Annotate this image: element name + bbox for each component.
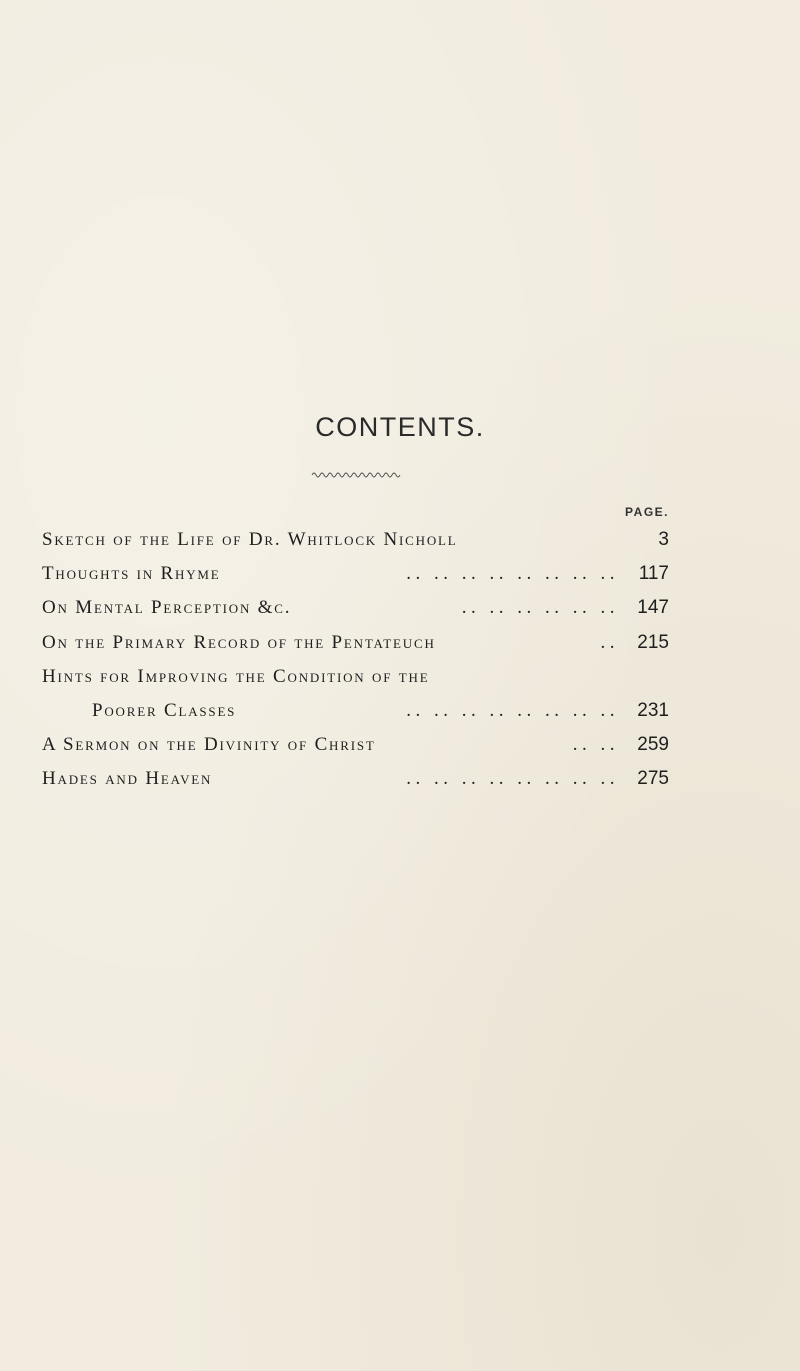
- dot-leader: .. .. .. .. .. .. .. ..: [406, 700, 619, 721]
- toc-entry[interactable]: [42, 666, 669, 696]
- entry-page-number: 117: [638, 563, 669, 584]
- entry-page-number: 3: [658, 529, 669, 550]
- contents-heading: CONTENTS.: [315, 412, 485, 442]
- dot-leader: ..: [600, 632, 619, 653]
- dot-leader: .. .. .. .. .. ..: [461, 597, 619, 618]
- entry-title: Thoughts in Rhyme: [42, 563, 221, 584]
- entry-title: Hints for Improving the Condition of the: [42, 666, 430, 687]
- entry-title: A Sermon on the Divinity of Christ: [42, 734, 376, 755]
- wavy-rule-icon: [311, 468, 401, 480]
- toc-entry[interactable]: [42, 529, 669, 559]
- entry-page-number: 259: [637, 734, 669, 755]
- entry-title: Poorer Classes: [92, 700, 237, 721]
- dot-leader: .. .. .. .. .. .. .. ..: [406, 768, 619, 789]
- toc-entry[interactable]: [42, 734, 669, 764]
- entry-title: Hades and Heaven: [42, 768, 213, 789]
- entry-title: Sketch of the Life of Dr. Whitlock Nicholl: [42, 529, 458, 550]
- page-column-label: PAGE.: [625, 505, 669, 519]
- entry-page-number: 147: [637, 597, 669, 618]
- toc-entry[interactable]: [42, 597, 669, 627]
- entry-page-number: 231: [637, 700, 669, 721]
- entry-title: On the Primary Record of the Pentateuch: [42, 632, 436, 653]
- dot-leader: .. ..: [572, 734, 619, 755]
- entry-page-number: 215: [637, 632, 669, 653]
- toc-entry[interactable]: [42, 768, 669, 798]
- toc-entry[interactable]: [92, 700, 669, 730]
- toc-entry[interactable]: [42, 563, 669, 593]
- entry-title: On Mental Perception &c.: [42, 597, 292, 618]
- toc-entry[interactable]: [42, 632, 669, 662]
- entry-page-number: 275: [637, 768, 669, 789]
- dot-leader: .. .. .. .. .. .. .. ..: [406, 563, 619, 584]
